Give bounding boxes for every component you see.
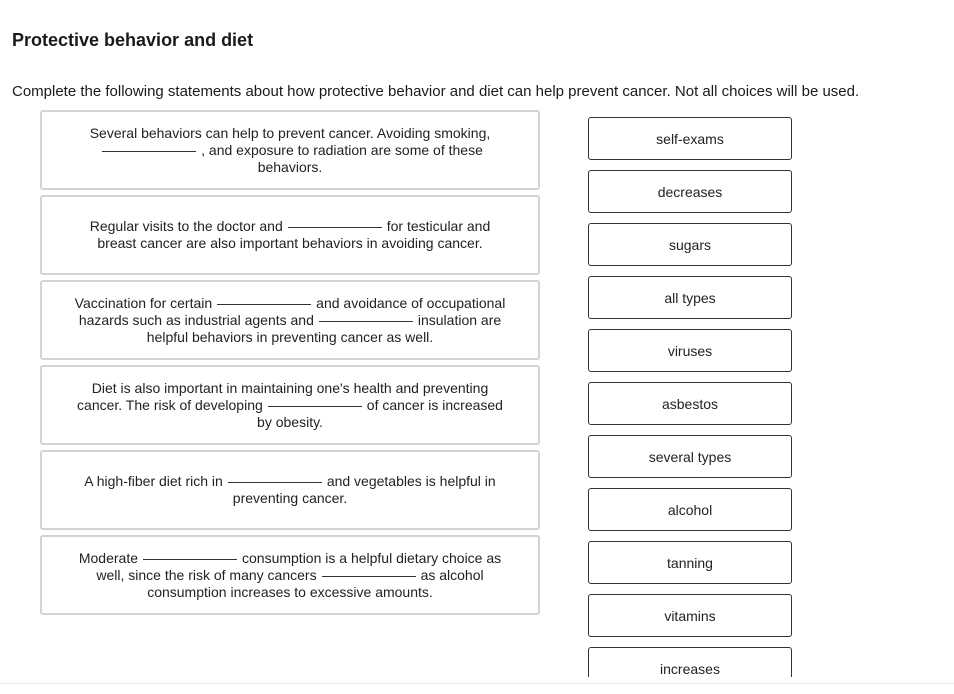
choice-tile[interactable]: self-exams xyxy=(588,117,792,160)
statement-5 xyxy=(40,450,540,530)
statement-text: as alcohol consumption increases to excessive amounts. xyxy=(147,566,484,600)
statement-text: , and exposure to radiation are some of these behaviors. xyxy=(201,141,483,175)
statement-text: Regular visits to the doctor and xyxy=(89,218,283,234)
choice-tile[interactable]: decreases xyxy=(588,170,792,213)
statement-text: consumption is a helpful dietary choice as well, since the risk of many cancers xyxy=(96,549,502,583)
statement-text: and avoidance of occupational hazards such as industrial agents and xyxy=(78,294,506,328)
choice-tile[interactable]: asbestos xyxy=(588,382,792,425)
page-title: Protective behavior and diet xyxy=(12,30,254,50)
statement-text: of cancer is increased by obesity. xyxy=(257,396,503,430)
blank-drop-zone[interactable] xyxy=(322,576,416,577)
choice-tile[interactable]: tanning xyxy=(588,541,792,584)
statement-4 xyxy=(40,365,540,445)
blank-drop-zone[interactable] xyxy=(102,151,196,152)
blank-drop-zone[interactable] xyxy=(288,227,382,228)
blank-drop-zone[interactable] xyxy=(268,406,362,407)
statement-text: Vaccination for certain xyxy=(74,294,213,311)
choice-tile[interactable]: viruses xyxy=(588,329,792,372)
choice-tile[interactable]: several types xyxy=(588,435,792,478)
blank-drop-zone[interactable] xyxy=(217,304,311,305)
statement-text: A high-fiber diet rich in xyxy=(84,473,223,489)
choice-tile[interactable]: alcohol xyxy=(588,488,792,531)
statement-6 xyxy=(40,535,540,615)
blank-drop-zone[interactable] xyxy=(228,482,322,483)
statement-2 xyxy=(40,195,540,275)
choice-tile[interactable]: vitamins xyxy=(588,594,792,637)
statement-text: and vegetables is helpful in preventing cancer. xyxy=(232,473,496,506)
statement-text: Several behaviors can help to prevent cancer. Avoiding smoking, xyxy=(89,124,491,141)
choice-tile[interactable]: sugars xyxy=(588,223,792,266)
instructions-text: Complete the following statements about how protective behavior and diet can help prevent cancer. Not all choices will be used. xyxy=(12,83,860,100)
choice-tile[interactable]: all types xyxy=(588,276,792,319)
statement-1 xyxy=(40,110,540,190)
choice-tile[interactable]: increases xyxy=(588,647,792,677)
bottom-divider xyxy=(0,683,954,684)
statement-text: Diet is also important in maintaining one's health and preventing cancer. The risk of developing xyxy=(77,379,489,413)
blank-drop-zone[interactable] xyxy=(143,559,237,560)
statement-text: Moderate xyxy=(78,549,138,566)
statement-3 xyxy=(40,280,540,360)
choice-bank xyxy=(588,117,792,677)
statement-text: for testicular and breast cancer are also important behaviors in avoiding cancer. xyxy=(97,218,491,251)
statement-list xyxy=(40,110,540,620)
blank-drop-zone[interactable] xyxy=(319,321,413,322)
statement-text: insulation are helpful behaviors in preventing cancer as well. xyxy=(146,311,502,345)
